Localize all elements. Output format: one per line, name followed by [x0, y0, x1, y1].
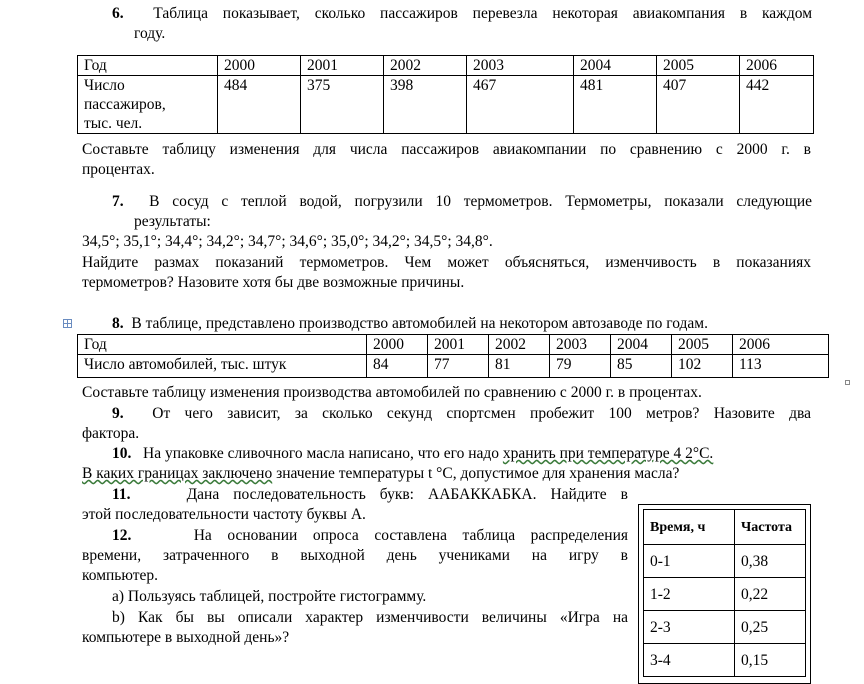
year-cell: 2006 — [740, 56, 814, 76]
task6-number: 6. — [112, 5, 124, 22]
table-resize-handle[interactable] — [845, 380, 850, 385]
value-cell: 79 — [550, 355, 611, 378]
task7-number: 7. — [112, 193, 124, 210]
time-cell: 3-4 — [644, 644, 735, 677]
time-cell: 0-1 — [644, 545, 735, 578]
table-row — [78, 335, 829, 355]
value-cell: 375 — [301, 76, 384, 134]
task10-line1 — [112, 444, 713, 464]
table-header-cell: Год — [78, 56, 218, 76]
task12-line3: компьютер. — [82, 567, 159, 584]
row-label-line: Число — [84, 77, 125, 94]
task12-item-b-line2: компьютере в выходной день»? — [82, 629, 290, 646]
year-cell: 2005 — [657, 56, 740, 76]
table-row — [78, 56, 814, 76]
task12-line2: времени, затраченного в выходной день учениками на игру в — [82, 547, 628, 564]
task7-question-line2: термометров? Назовите хотя бы две возможные причины. — [82, 274, 465, 291]
task10-text: На упаковке сливочного масла написано, что его надо — [143, 445, 503, 462]
value-cell: 77 — [428, 355, 489, 378]
year-cell: 2001 — [301, 56, 384, 76]
task8-text: В таблице, представлено производство автомобилей на некотором автозаводе по годам. — [131, 315, 708, 332]
task7-question-line1: Найдите размах показаний термометров. Чем может объясняться, изменчивость в показаниях — [82, 254, 811, 271]
row-label-cell: Число автомобилей, тыс. штук — [78, 355, 367, 378]
task7-line1 — [112, 192, 812, 212]
year-cell: 2005 — [672, 335, 733, 355]
task10-text-underlined: В каких границах заключено — [82, 465, 273, 482]
passengers-table — [77, 55, 814, 134]
move-handle-icon[interactable] — [63, 319, 72, 328]
task11-line1 — [112, 485, 628, 505]
freq-cell: 0,25 — [735, 611, 806, 644]
frequency-table-header-freq: Частота — [735, 510, 806, 545]
table-header-cell: Год — [78, 335, 367, 355]
year-cell: 2003 — [550, 335, 611, 355]
table-row — [78, 355, 829, 378]
task11-number: 11. — [112, 486, 131, 503]
task9-text: От чего зависит, за сколько секунд спортсмен пробежит 100 метров? Назовите два — [152, 405, 812, 422]
task9-line1 — [112, 404, 811, 424]
year-cell: 2002 — [489, 335, 550, 355]
task11-text: Дана последовательность букв: ААБАККАБКА. Найдите в — [186, 486, 628, 503]
task6-text: Таблица показывает, сколько пассажиров перевезла некоторая авиакомпания в каждом — [153, 5, 813, 22]
task8-number: 8. — [112, 315, 124, 332]
value-cell: 84 — [367, 355, 428, 378]
task7-line2: результаты: — [134, 213, 211, 230]
year-cell: 2001 — [428, 335, 489, 355]
table-row — [644, 510, 806, 545]
value-cell: 467 — [467, 76, 574, 134]
time-cell: 2-3 — [644, 611, 735, 644]
task12-line1 — [112, 526, 628, 546]
task9-number: 9. — [112, 405, 124, 422]
task6-line1 — [112, 4, 812, 24]
table-row — [644, 578, 806, 611]
year-cell: 2004 — [611, 335, 672, 355]
value-cell: 113 — [733, 355, 829, 378]
frequency-table-header-time: Время, ч — [644, 510, 735, 545]
task10-text: значение температуры t °С, допустимое для хранения масла? — [272, 465, 680, 482]
value-cell: 484 — [218, 76, 301, 134]
task9-line2: фактора. — [82, 425, 140, 442]
time-cell: 1-2 — [644, 578, 735, 611]
year-cell: 2006 — [733, 335, 829, 355]
cars-table — [77, 334, 829, 378]
task12-item-b-line1: b) Как бы вы описали характер изменчивости величины «Игра на — [112, 609, 628, 626]
task12-item-a: a) Пользуясь таблицей, постройте гистограмму. — [112, 588, 427, 605]
task6-after-line2: процентах. — [82, 161, 155, 178]
task11-line2: этой последовательности частоту буквы А. — [82, 506, 366, 523]
row-label-cell — [78, 76, 218, 134]
task6-line2: году. — [134, 25, 166, 42]
year-cell: 2000 — [218, 56, 301, 76]
year-cell: 2004 — [574, 56, 657, 76]
year-cell: 2002 — [384, 56, 467, 76]
value-cell: 81 — [489, 355, 550, 378]
value-cell: 407 — [657, 76, 740, 134]
task10-line2 — [82, 464, 679, 484]
frequency-table — [643, 509, 806, 677]
task7-text: В сосуд с теплой водой, погрузили 10 термометров. Термометры, показали следующие — [149, 193, 812, 210]
row-label-line: тыс. чел. — [84, 115, 143, 132]
task8-after: Составьте таблицу изменения производства автомобилей по сравнению с 2000 г. в процентах. — [82, 384, 702, 401]
table-row — [644, 611, 806, 644]
value-cell: 481 — [574, 76, 657, 134]
year-cell: 2000 — [367, 335, 428, 355]
freq-cell: 0,15 — [735, 644, 806, 677]
task12-number: 12. — [112, 527, 132, 544]
value-cell: 102 — [672, 355, 733, 378]
task8-line1 — [112, 314, 708, 334]
table-row — [644, 644, 806, 677]
table-row — [78, 76, 814, 134]
thermometer-readings: 34,5°; 35,1°; 34,4°; 34,2°; 34,7°; 34,6°; 35,0°; 34,2°; 34,5°; 34,8°. — [82, 233, 493, 250]
freq-cell: 0,38 — [735, 545, 806, 578]
row-label-line: пассажиров, — [84, 96, 166, 113]
year-cell: 2003 — [467, 56, 574, 76]
task6-after-line1: Составьте таблицу изменения для числа пассажиров авиакомпании по сравнению с 2000 г. в — [82, 141, 811, 158]
task10-number: 10. — [112, 445, 132, 462]
value-cell: 442 — [740, 76, 814, 134]
value-cell: 398 — [384, 76, 467, 134]
value-cell: 85 — [611, 355, 672, 378]
task12-text: На основании опроса составлена таблица распределения — [193, 527, 628, 544]
freq-cell: 0,22 — [735, 578, 806, 611]
table-row — [644, 545, 806, 578]
task10-text-underlined: хранить при температуре 4 2°С. — [502, 445, 714, 462]
